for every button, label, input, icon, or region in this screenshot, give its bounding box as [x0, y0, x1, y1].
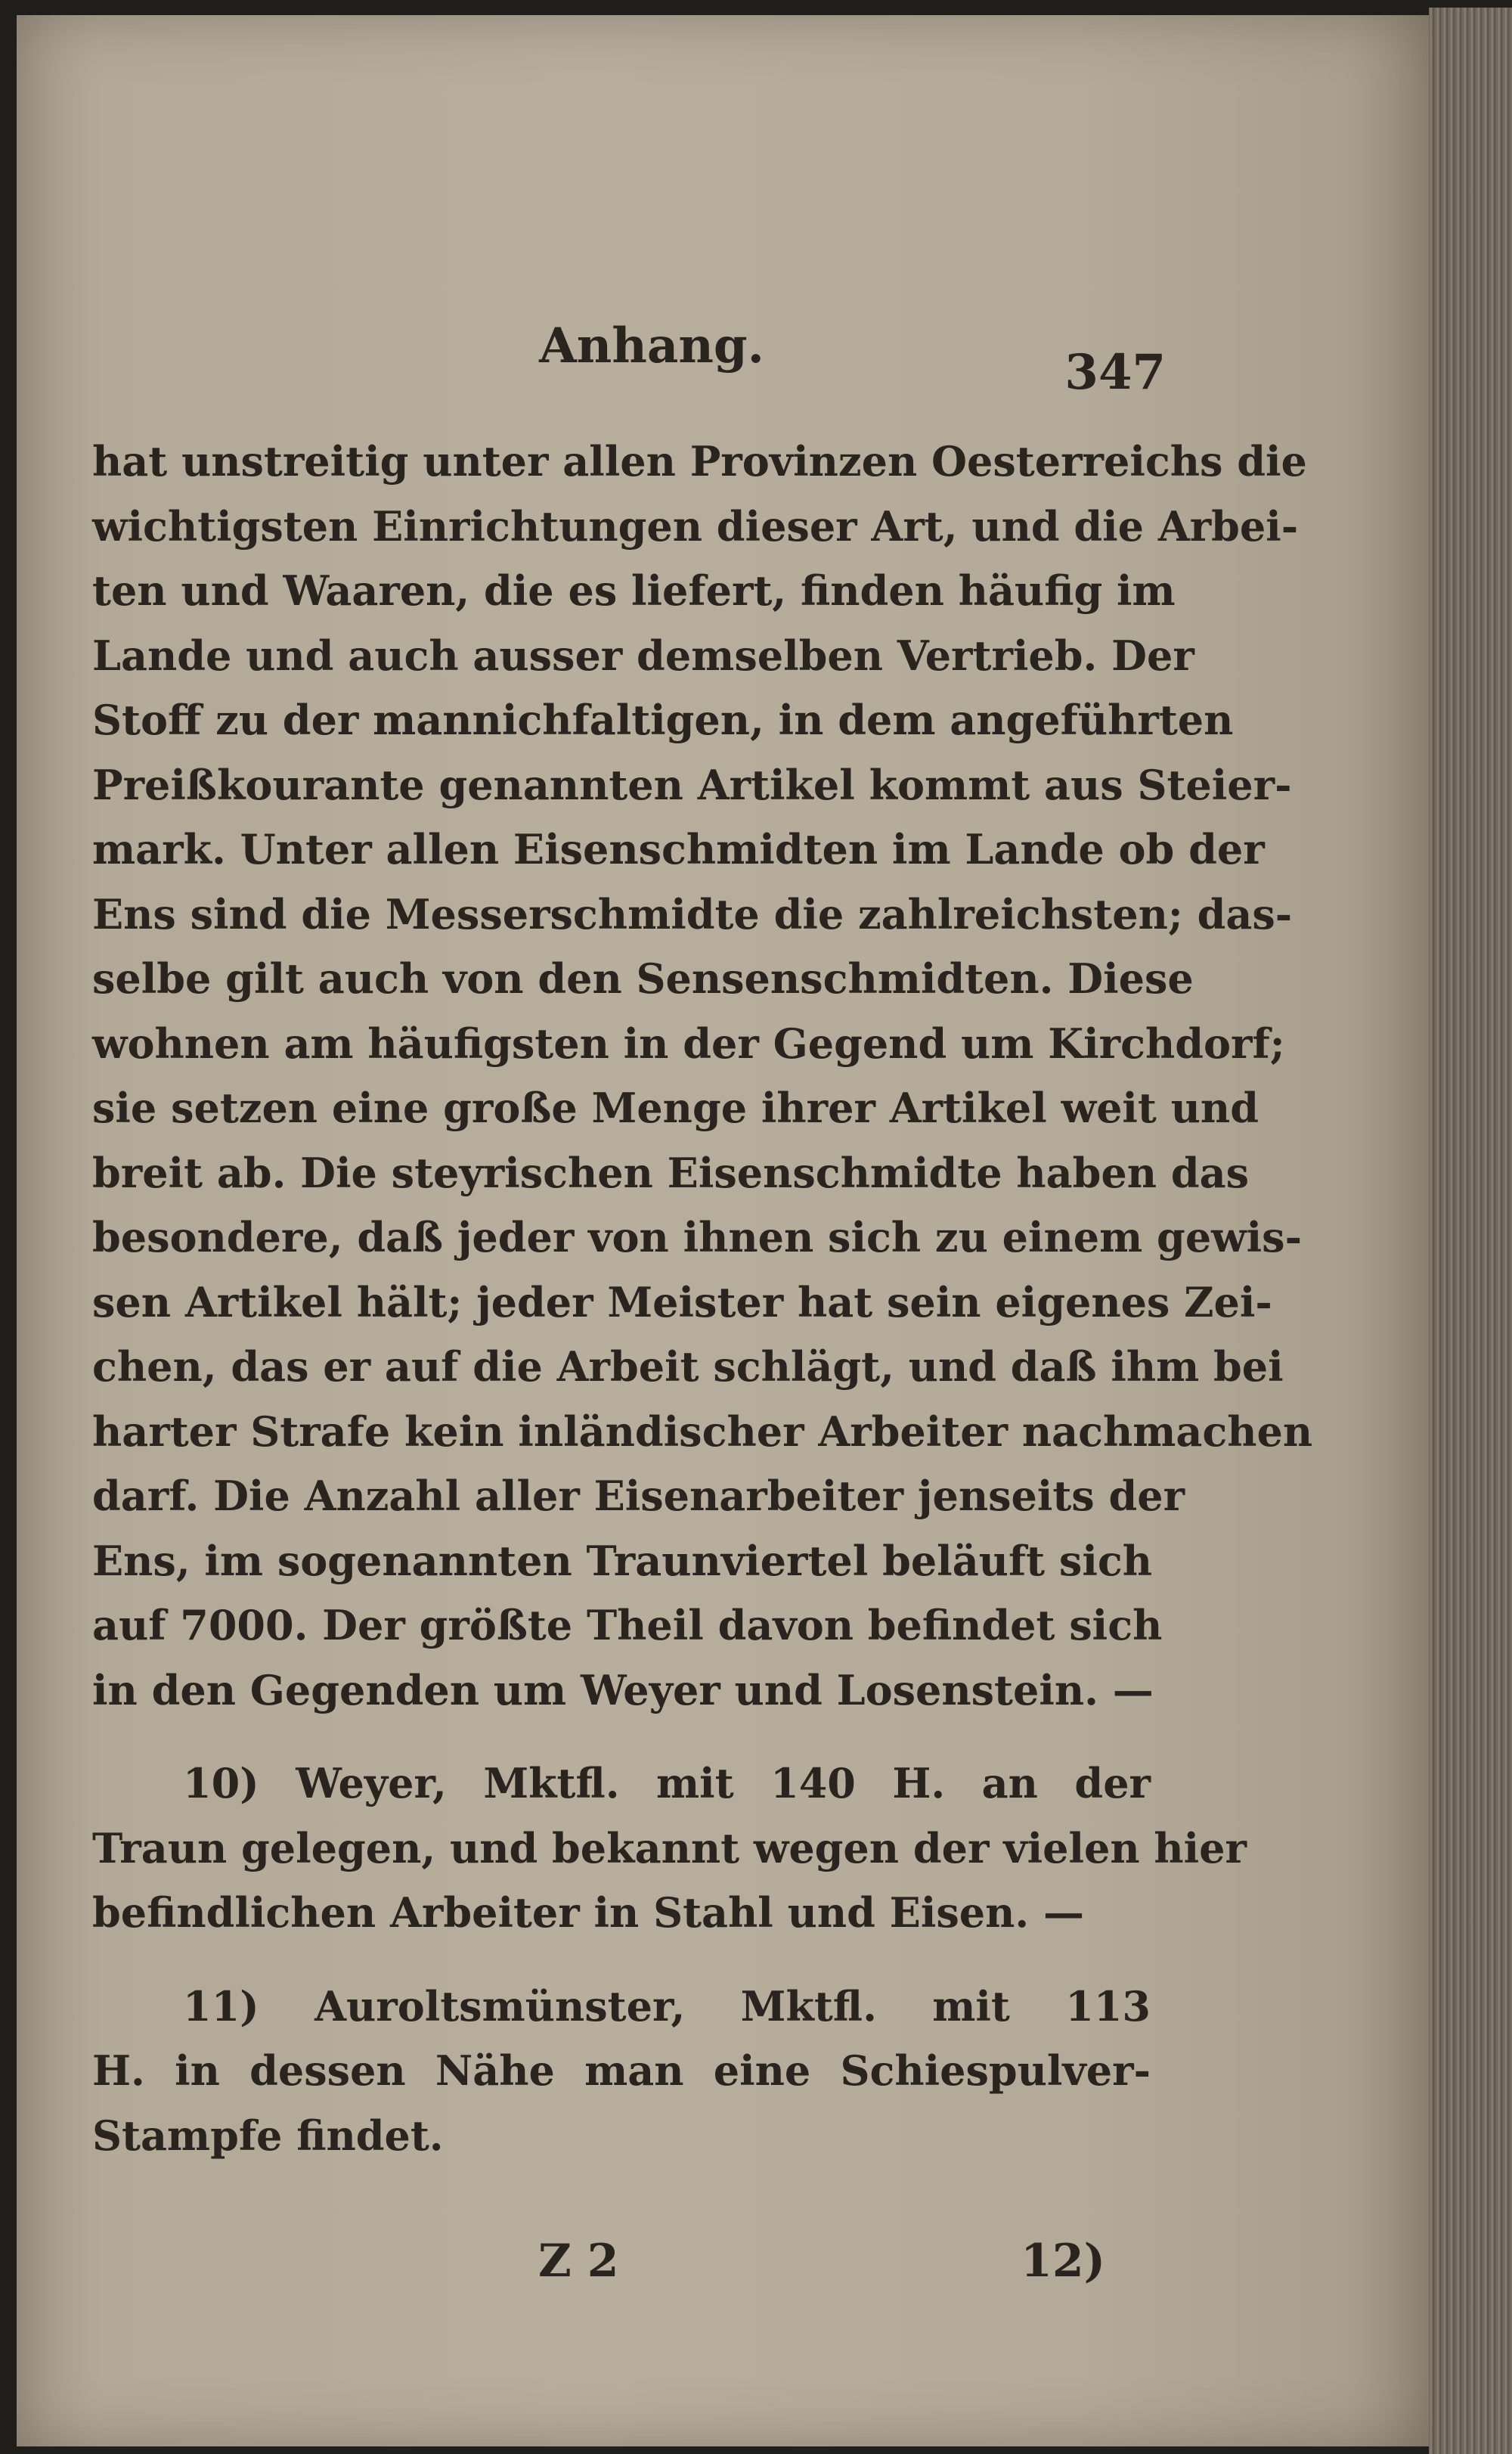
- running-head: Anhang.: [539, 318, 764, 374]
- page-number: 347: [1064, 344, 1166, 401]
- text-line: wichtigsten Einrichtungen dieser Art, und die Arbei-: [92, 501, 1299, 551]
- text-line: ten und Waaren, die es liefert, finden häufig im: [92, 566, 1176, 615]
- text-line: harter Strafe kein inländischer Arbeiter nachmachen: [92, 1407, 1313, 1456]
- page-edge: [1429, 8, 1512, 2454]
- text-line: besondere, daß jeder von ihnen sich zu einem gewis-: [92, 1213, 1302, 1261]
- text-line: breit ab. Die steyrischen Eisenschmidte haben das: [92, 1148, 1249, 1197]
- book-page: [17, 15, 1429, 2446]
- text-line: Preißkourante genannten Artikel kommt aus Steier-: [92, 760, 1292, 809]
- text-line: wohnen am häufigsten in der Gegend um Kirchdorf;: [92, 1019, 1285, 1068]
- signature-mark: Z 2: [538, 2235, 619, 2288]
- text-line: 10) Weyer, Mktfl. mit 140 H. an der: [183, 1759, 1151, 1807]
- text-line: H. in dessen Nähe man eine Schiespulver-: [92, 2046, 1151, 2095]
- text-line: selbe gilt auch von den Sensenschmidten. Diese: [92, 954, 1194, 1003]
- text-line: Traun gelegen, und bekannt wegen der vielen hier: [92, 1823, 1247, 1872]
- text-line: mark. Unter allen Eisenschmidten im Lande ob der: [92, 825, 1265, 873]
- text-line: sie setzen eine große Menge ihrer Artikel weit und: [92, 1084, 1259, 1132]
- text-line: in den Gegenden um Weyer und Losenstein. —: [92, 1665, 1154, 1714]
- text-line: darf. Die Anzahl aller Eisenarbeiter jenseits der: [92, 1472, 1185, 1520]
- paragraph-gap: [92, 1723, 1151, 1751]
- text-line: Ens sind die Messerschmidte die zahlreichsten; das-: [92, 889, 1293, 938]
- body-text: [92, 430, 1313, 2168]
- text-line: 11) Auroltsmünster, Mktfl. mit 113: [183, 1981, 1151, 2031]
- text-line: befindlichen Arbeiter in Stahl und Eisen. —: [92, 1888, 1084, 1937]
- text-line: Stoff zu der mannichfaltigen, in dem angeführten: [92, 696, 1234, 744]
- paragraph-gap: [92, 1946, 1151, 1975]
- catchword: 12): [1021, 2235, 1105, 2288]
- text-line: Ens, im sogenannten Traunviertel beläuft sich: [92, 1536, 1152, 1585]
- text-line: chen, das er auf die Arbeit schlägt, und daß ihm bei: [92, 1342, 1284, 1391]
- text-line: Stampfe findet.: [92, 2111, 444, 2160]
- text-line: sen Artikel hält; jeder Meister hat sein eigenes Zei-: [92, 1277, 1272, 1326]
- text-line: Lande und auch ausser demselben Vertrieb. Der: [92, 631, 1194, 680]
- text-line: hat unstreitig unter allen Provinzen Oesterreichs die: [92, 437, 1307, 486]
- text-line: auf 7000. Der größte Theil davon befindet sich: [92, 1601, 1163, 1649]
